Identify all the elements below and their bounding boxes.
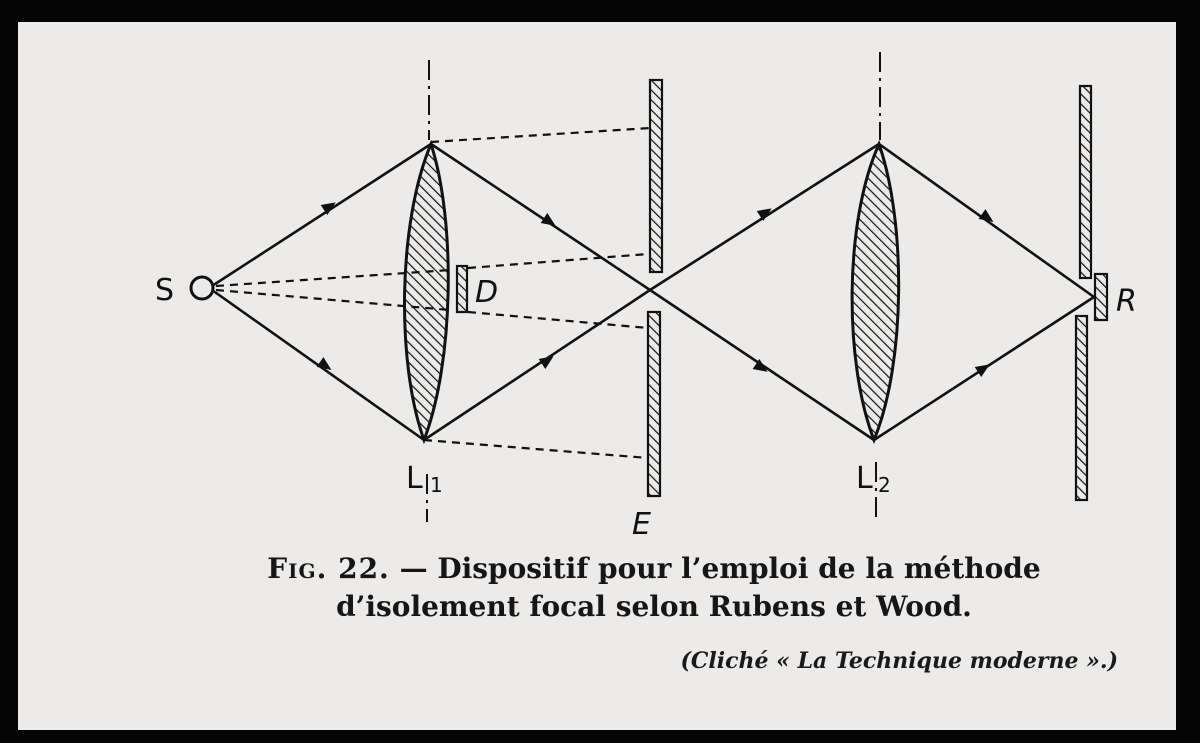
label-lens1: L (406, 461, 423, 496)
label-lens2: L (856, 461, 873, 496)
arrow-7 (979, 209, 997, 227)
image-credit: (Cliché « La Technique moderne ».) (680, 648, 1118, 674)
dash-diaphragm-screen-up (468, 254, 648, 268)
ray-source-lens1-top (212, 144, 431, 286)
label-source: S (155, 273, 175, 308)
screen-lower (648, 312, 660, 496)
caption-line-1 (194, 550, 1114, 588)
caption-figure-number: Fig. 22. (267, 552, 390, 585)
diaphragm (457, 266, 467, 312)
receiver (1095, 274, 1107, 320)
label-lens1-subscript: 1 (430, 473, 443, 497)
receiver-screen-lower (1076, 316, 1087, 500)
label-lens2-subscript: 2 (878, 473, 891, 497)
receiver-screen-upper (1080, 86, 1091, 278)
source (191, 277, 213, 299)
slide (18, 22, 1176, 730)
caption-line1-text: Dispositif pour l’emploi de la méthode (437, 552, 1041, 585)
label-diaphragm: D (475, 275, 499, 310)
arrow-8 (975, 359, 993, 377)
dash-lens1-top-screen (431, 128, 650, 142)
caption-line-2: d’isolement focal selon Rubens et Wood. (336, 590, 972, 623)
figure-caption (194, 550, 1114, 626)
dash-diaphragm-screen-down (468, 312, 648, 328)
dash-lens1-bottom-screen (424, 440, 648, 458)
screen-upper (650, 80, 662, 272)
arrow-2 (317, 357, 335, 375)
label-screen: E (632, 507, 651, 542)
label-receiver: R (1116, 284, 1137, 319)
caption-dash: — (399, 552, 428, 585)
lens2 (852, 144, 899, 440)
lens1 (405, 144, 449, 440)
